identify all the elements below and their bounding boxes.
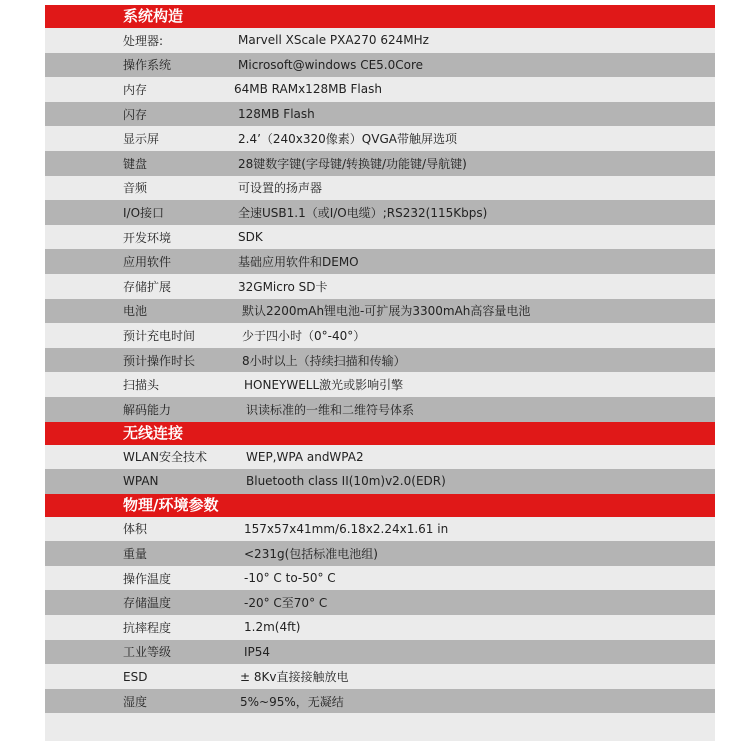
spec-row (45, 541, 715, 566)
spec-value: SDK (238, 230, 263, 245)
spec-label: 开发环境 (123, 230, 172, 245)
spec-label: 抗摔程度 (123, 620, 172, 635)
spec-row (45, 299, 715, 324)
spec-value: 28键数字键(字母键/转换键/功能键/导航键) (238, 156, 467, 171)
spec-label: 键盘 (123, 156, 148, 171)
spec-row (45, 151, 715, 176)
spec-label: ESD (123, 669, 148, 684)
spec-label: 操作温度 (123, 571, 172, 586)
spec-row (45, 126, 715, 151)
spec-value: ± 8Kv直接接触放电 (240, 670, 349, 685)
spec-row (45, 28, 715, 53)
spec-value: 157x57x41mm/6.18x2.24x1.61 in (244, 521, 449, 536)
spec-row (45, 445, 715, 470)
spec-label: 重量 (123, 547, 148, 562)
spec-value: 32GMicro SD卡 (238, 279, 328, 294)
bottom-spacer (45, 713, 715, 741)
spec-row (45, 77, 715, 102)
spec-label: 预计充电时间 (123, 328, 196, 343)
spec-value: IP54 (244, 644, 271, 659)
spec-value: 128MB Flash (238, 107, 315, 122)
spec-value: WEP,WPA andWPA2 (246, 449, 364, 464)
spec-label: 湿度 (123, 694, 148, 709)
spec-value: HONEYWELL激光或影响引擎 (244, 378, 404, 393)
spec-row (45, 274, 715, 299)
spec-row (45, 102, 715, 127)
spec-value: 默认2200mAh锂电池-可扩展为3300mAh高容量电池 (242, 304, 531, 319)
spec-label: 预计操作时长 (123, 353, 196, 368)
spec-value: -10° C to-50° C (244, 571, 336, 586)
spec-row (45, 323, 715, 348)
spec-value: Microsoft@windows CE5.0Core (238, 57, 424, 72)
spec-row (45, 53, 715, 78)
spec-row (45, 689, 715, 714)
section-header: 物理/环境参数 (45, 494, 715, 517)
spec-value: 可设置的扬声器 (238, 181, 323, 196)
spec-label: WPAN (123, 474, 159, 489)
spec-label: 显示屏 (123, 132, 160, 147)
spec-label: 体积 (123, 522, 148, 537)
spec-row (45, 469, 715, 494)
spec-label: 处理器: (123, 33, 164, 48)
spec-label: 内存 (123, 82, 148, 97)
spec-row (45, 640, 715, 665)
spec-label: 电池 (123, 304, 148, 319)
spec-label: 闪存 (123, 107, 148, 122)
spec-value: 全速USB1.1（或I/O电缆）;RS232(115Kbps) (238, 205, 488, 220)
spec-label: 存储温度 (123, 596, 172, 611)
spec-label: 音频 (123, 181, 148, 196)
spec-value: <231g(包括标准电池组) (244, 547, 378, 562)
spec-row (45, 664, 715, 689)
spec-label: I/O接口 (123, 205, 165, 220)
spec-value: 少于四小时（0°-40°） (242, 328, 366, 343)
spec-value: Marvell XScale PXA270 624MHz (238, 33, 429, 48)
section-header: 系统构造 (45, 5, 715, 28)
spec-value: -20° C至70° C (244, 596, 328, 611)
spec-row (45, 566, 715, 591)
spec-label: 操作系统 (123, 58, 172, 73)
spec-row (45, 176, 715, 201)
spec-value: 64MB RAMx128MB Flash (234, 82, 382, 97)
spec-label: WLAN安全技术 (123, 450, 208, 465)
spec-label: 存储扩展 (123, 279, 172, 294)
spec-label: 解码能力 (123, 402, 172, 417)
spec-value: 5%~95%，无凝结 (240, 694, 344, 709)
spec-row (45, 225, 715, 250)
spec-value: 基础应用软件和DEMO (238, 255, 359, 270)
spec-value: 2.4’（240x320像素）QVGA带触屏选项 (238, 132, 457, 147)
spec-row (45, 348, 715, 373)
spec-label: 工业等级 (123, 645, 172, 660)
spec-label: 扫描头 (123, 378, 160, 393)
section-header: 无线连接 (45, 422, 715, 445)
spec-value: 1.2m(4ft) (244, 620, 301, 635)
spec-value: Bluetooth class II(10m)v2.0(EDR) (246, 474, 446, 489)
spec-row (45, 397, 715, 422)
spec-sheet (45, 5, 715, 741)
spec-label: 应用软件 (123, 255, 172, 270)
spec-row (45, 590, 715, 615)
spec-value: 8小时以上（持续扫描和传输） (242, 353, 406, 368)
spec-row (45, 249, 715, 274)
spec-row (45, 517, 715, 542)
spec-row (45, 200, 715, 225)
spec-row (45, 372, 715, 397)
spec-value: 识读标准的一维和二维符号体系 (246, 402, 415, 417)
spec-row (45, 615, 715, 640)
